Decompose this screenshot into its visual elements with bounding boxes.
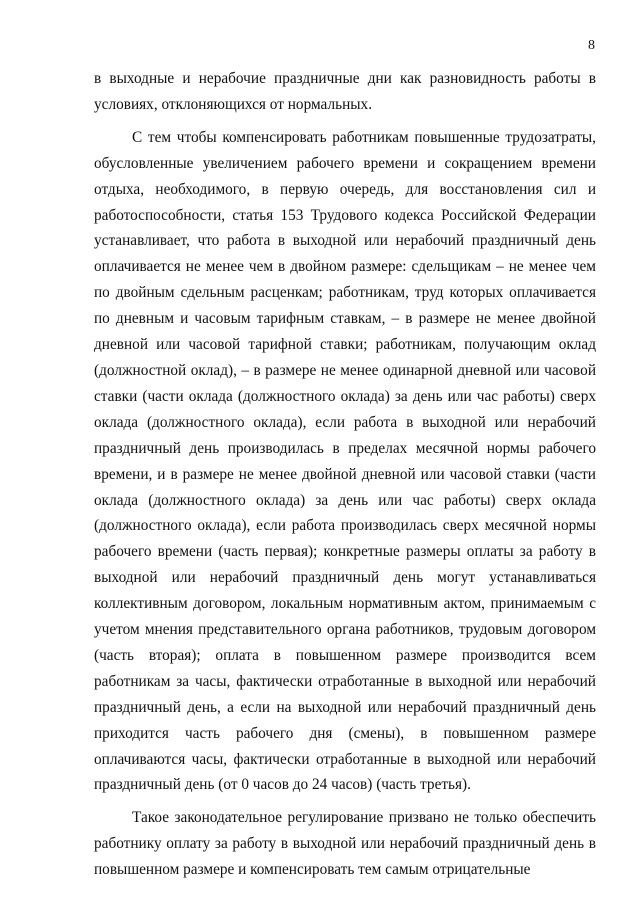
page-number: 8 — [588, 38, 595, 53]
paragraph-1: в выходные и нерабочие праздничные дни как разновидность работы в условиях, отклоняющихся от нормальных. — [94, 70, 596, 113]
paragraph-3: Такое законодательное регулирование призвано не только обеспечить работнику оплату за работу в выходной или нерабочий праздничный день в повышенном размере и компенсировать тем самым отрицательные — [94, 809, 596, 879]
paragraph-2: С тем чтобы компенсировать работникам повышенные трудозатраты, обусловленные увеличением рабочего времени и сокращением времени отдыха, необходимого, в первую очередь, для восстановления сил и работоспособности, статья 153 Трудового кодекса Российской Федерации устанавливает, что работа в выходной или нерабочий праздничный день оплачивается не менее чем в двойном размере: сдельщикам – не менее чем по двойным сдельным расценкам; работникам, труд которых оплачивается по дневным и часовым тарифным ставкам, – в размере не менее двойной дневной или часовой тарифной ставки; работникам, получающим оклад (должностной оклад), – в размере не менее одинарной дневной или часовой ставки (части оклада (должностного оклада) за день или час работы) сверх оклада (должностного оклада), если работа в выходной или нерабочий праздничный день производилась в пределах месячной нормы рабочего времени, и в размере не менее двойной дневной или часовой ставки (части оклада (должностного оклада) за день или час работы) сверх оклада (должностного оклада), если работа производилась сверх месячной нормы рабочего времени (часть первая); конкретные размеры оплаты за работу в выходной или нерабочий праздничный день могут устанавливаться коллективным договором, локальным нормативным актом, принимаемым с учетом мнения представительного органа работников, трудовым договором (часть вторая); оплата в повышенном размере производится всем работникам за часы, фактически отработанные в выходной или нерабочий праздничный день, а если на выходной или нерабочий праздничный день приходится часть рабочего дня (смены), в повышенном размере оплачиваются часы, фактически отработанные в выходной или нерабочий праздничный день (от 0 часов до 24 часов) (часть третья). — [94, 128, 596, 794]
page-body — [94, 66, 596, 883]
